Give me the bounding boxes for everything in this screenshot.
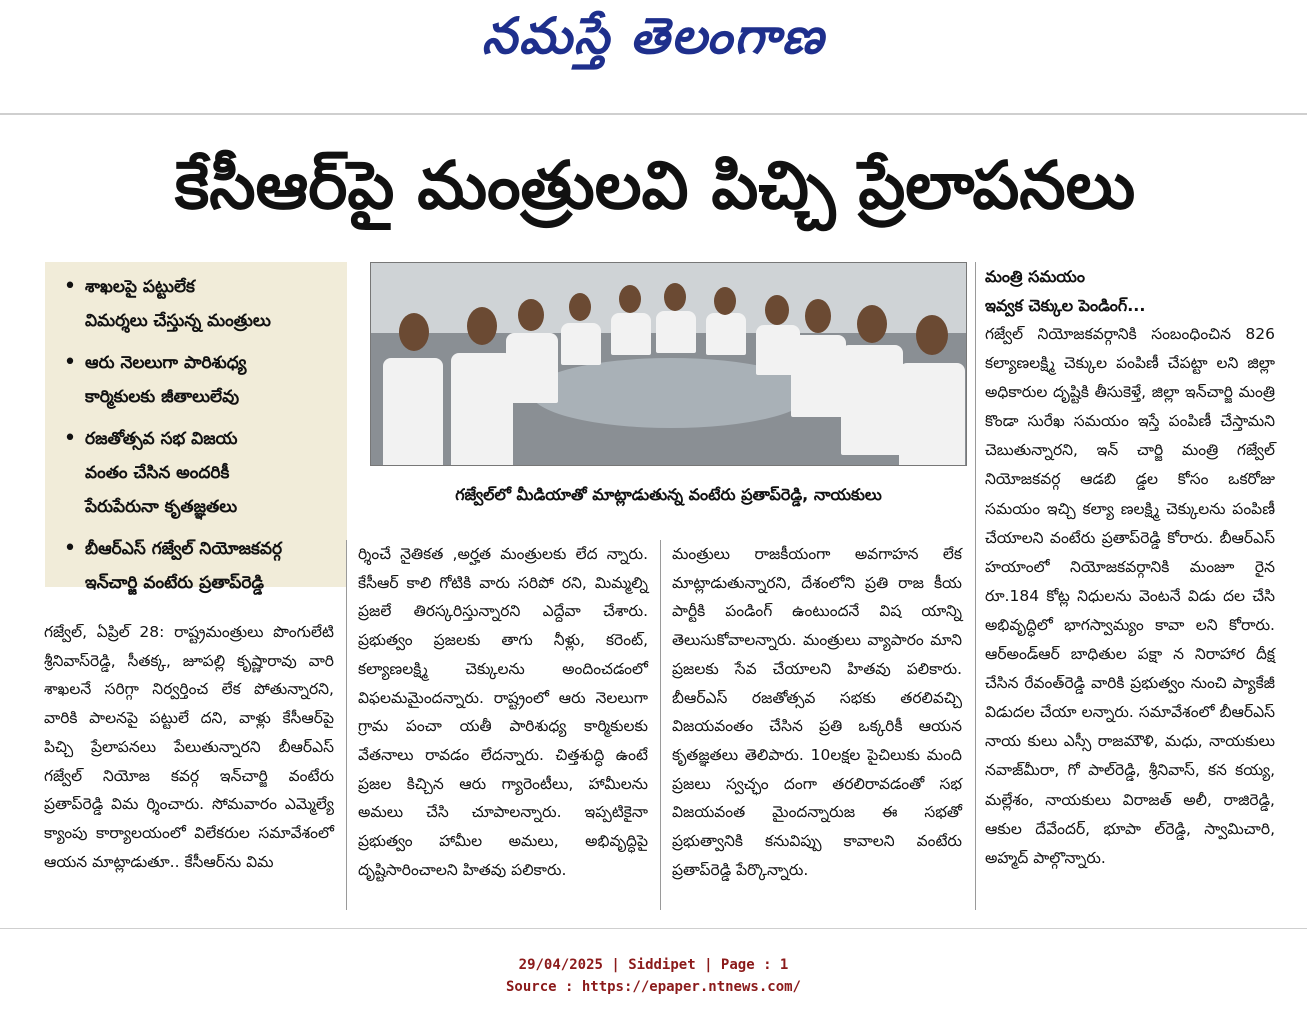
masthead	[0, 0, 1307, 112]
photo-person-head	[399, 313, 429, 351]
column-divider	[660, 540, 661, 910]
photo-person	[656, 311, 696, 353]
highlight-line: శాఖలపై పట్టులేక	[85, 277, 195, 297]
photo-person-head	[765, 295, 789, 325]
masthead-divider	[0, 113, 1307, 115]
photo-person	[451, 353, 513, 466]
bullet-icon: •	[63, 350, 77, 375]
article-column-3	[672, 540, 962, 884]
photo-person-head	[569, 293, 591, 321]
article-paragraph: ర్శించే నైతికత ,అర్హత మంత్రులకు లేద న్నారు. కేసీఆర్ కాలి గోటికి వారు సరిపో రని, మిమ్మల్ని ప్రజలే తిరస్కరిస్తున్నారని ఎద్దేవా చేశారు. ప్రభుత్వం ప్రజలకు తాగు నీళ్లు, కరెంట్, కల్యాణలక్ష్మి చెక్కులను అందించడంలో విఫలమమైందన్నారు. రాష్ట్రంలో ఆరు నెలలుగా గ్రామ పంచా యతీ పారిశుధ్య కార్మికులకు వేతనాలు రావడం లేదన్నారు. చిత్తశుద్ధి ఉంటే ప్రజల కిచ్చిన ఆరు గ్యారెంటీలు, హామీలను అమలు చేసి చూపాలన్నారు. ఇప్పటికైనా ప్రభుత్వం హామీల అమలు, అభివృద్ధిపై దృష్టిసారించాలని హితవు పలికారు.	[358, 545, 648, 879]
column-divider	[346, 540, 347, 910]
photo-person	[506, 333, 558, 403]
photo-person	[561, 323, 601, 365]
highlight-line: పేరుపేరునా కృతజ్ఞతలు	[85, 497, 238, 517]
article-paragraph: గజ్వేల్, ఏప్రిల్ 28: రాష్ట్రమంత్రులు పొంగులేటి శ్రీనివాస్‌రెడ్డి, సీతక్క, జూపల్లి కృష్ణారావు వారి శాఖలనే సరిగ్గా నిర్వర్తించ లేక పోతున్నారని, వారికి పాలనపై పట్టులే దని, వాళ్లు కేసీఆర్‌పై పిచ్చి ప్రేలాపనలు పేలుతున్నారని బీఆర్ఎస్ గజ్వేల్ నియోజ కవర్గ ఇన్‌చార్జి వంటేరు ప్రతాప్‌రెడ్డి విమ ర్శించారు. సోమవారం ఎమ్మెల్యే క్యాంపు కార్యాలయంలో విలేకరుల సమావేశంలో ఆయన మాట్లాడుతూ.. కేసీఆర్‌ను విమ	[44, 623, 334, 871]
highlight-line: ఆరు నెలలుగా పారిశుధ్య	[85, 353, 247, 373]
highlight-item	[55, 422, 337, 524]
photo-person-head	[518, 299, 544, 331]
photo-person	[706, 313, 746, 355]
photo-person	[841, 345, 903, 455]
footer-divider	[0, 928, 1307, 929]
highlight-item	[55, 346, 337, 414]
sidebar-heading: మంత్రి సమయం	[985, 267, 1085, 286]
article-column-1	[44, 618, 334, 876]
photo-person-head	[619, 285, 641, 313]
photo-person-head	[805, 299, 831, 333]
bullet-icon: •	[63, 536, 77, 561]
highlight-line: విమర్శలు చేస్తున్న మంత్రులు	[85, 311, 271, 331]
highlight-line: వంతం చేసిన అందరికీ	[85, 463, 230, 483]
highlight-item	[55, 270, 337, 338]
photo-person-head	[857, 305, 887, 343]
photo-person-head	[664, 283, 686, 311]
highlight-item	[55, 532, 337, 600]
article-column-2	[358, 540, 648, 884]
news-photo	[370, 262, 967, 466]
sidebar-paragraph: గజ్వేల్ నియోజకవర్గానికి సంబంధించిన 826 కల్యాణలక్ష్మి చెక్కుల పంపిణీ చేపట్టా లని జిల్లా అధికారుల దృష్టికి తీసుకెళ్తే, జిల్లా ఇన్‌చార్జి మంత్రి కొండా సురేఖ సమయం ఇస్తే పంపిణీ చేస్తామని చెబుతున్నారని, ఇన్ చార్జి మంత్రి గజ్వేల్ నియోజకవర్గ ఆడబి డ్డల కోసం ఒకరోజు సమయం ఇచ్చి కల్యా ణలక్ష్మి చెక్కులను పంపిణీ చేయాలని వంటేరు ప్రతాప్‌రెడ్డి కోరారు. బీఆర్ఎస్ హయాంలో నియోజకవర్గానికి మంజూ రైన రూ.184 కోట్ల నిధులను వెంటనే విడు దల చేసి అభివృద్ధిలో భాగస్వామ్యం కావా లని కోరారు. ఆర్అండ్ఆర్ బాధితుల పక్షా న నిరాహార దీక్ష చేసిన రేవంత్‌రెడ్డి వారికి ప్రభుత్వం నుంచి ప్యాకేజీ విడుదల చేయా లన్నారు. సమావేశంలో బీఆర్ఎస్ నాయ కులు ఎస్సీ రాజమౌళి, మధు, నాయకులు నవాజ్‌మీరా, గో పాల్‌రెడ్డి, శ్రీనివాస్, కన కయ్య, మల్లేశం, నాయకులు విరాజత్ అలీ, రాజిరెడ్డి, ఆకుల దేవేందర్, భూపా ల్‌రెడ్డి, స్వామిచారి, అహ్మద్ పాల్గొన్నారు.	[985, 325, 1275, 867]
highlight-line: కార్మికులకు జీతాలులేవు	[85, 387, 240, 407]
highlight-line: ఇన్‌చార్జి వంటేరు ప్రతాప్‌రెడ్డి	[85, 573, 264, 593]
article-headline: కేసీఆర్‌పై మంత్రులవి పిచ్చి ప్రేలాపనలు	[174, 147, 1136, 224]
highlight-line: రజతోత్సవ సభ విజయ	[85, 429, 238, 449]
newspaper-logo: నమస్తే తెలంగాణ	[481, 6, 826, 65]
bullet-icon: •	[63, 274, 77, 299]
sidebar-column	[985, 262, 1275, 873]
highlights-box	[45, 262, 347, 593]
photo-person-head	[916, 315, 948, 355]
bullet-icon: •	[63, 426, 77, 451]
photo-person-head	[467, 307, 497, 345]
photo-person	[611, 313, 651, 355]
column-divider	[975, 262, 976, 910]
photo-caption: గజ్వేల్‌లో మీడియాతో మాట్లాడుతున్న వంటేరు ప్రతాప్‌రెడ్డి, నాయకులు	[455, 485, 882, 504]
footer-source-link[interactable]: Source : https://epaper.ntnews.com/	[505, 979, 801, 995]
sidebar-heading: ఇవ్వక చెక్కుల పెండింగ్...	[985, 296, 1146, 315]
photo-person	[383, 358, 443, 466]
photo-person	[899, 363, 965, 466]
footer-edition-info: 29/04/2025 | Siddipet | Page : 1	[518, 957, 789, 973]
article-paragraph: మంత్రులు రాజకీయంగా అవగాహన లేక మాట్లాడుతున్నారని, దేశంలోని ప్రతి రాజ కీయ పార్టీకి పండింగ్ ఉంటుందనే విష యాన్ని తెలుసుకోవాలన్నారు. మంత్రులు వ్యాపారం మాని ప్రజలకు సేవ చేయాలని హితవు పలికారు. బీఆర్ఎస్ రజతోత్సవ సభకు తరలివచ్చి విజయవంతం చేసిన ప్రతి ఒక్కరికీ ఆయన కృతజ్ఞతలు తెలిపారు. 10లక్షల పైచిలుకు మంది ప్రజలు స్వచ్ఛం దంగా తరలిరావడంతో సభ విజయవంత మైందన్నారుజ ఈ సభతో ప్రభుత్వానికి కనువిప్పు కావాలని వంటేరు ప్రతాప్‌రెడ్డి పేర్కొన్నారు.	[672, 545, 962, 879]
photo-person	[791, 335, 846, 417]
highlight-line: బీఆర్ఎస్ గజ్వేల్ నియోజకవర్గ	[85, 539, 283, 559]
photo-person-head	[714, 287, 736, 315]
